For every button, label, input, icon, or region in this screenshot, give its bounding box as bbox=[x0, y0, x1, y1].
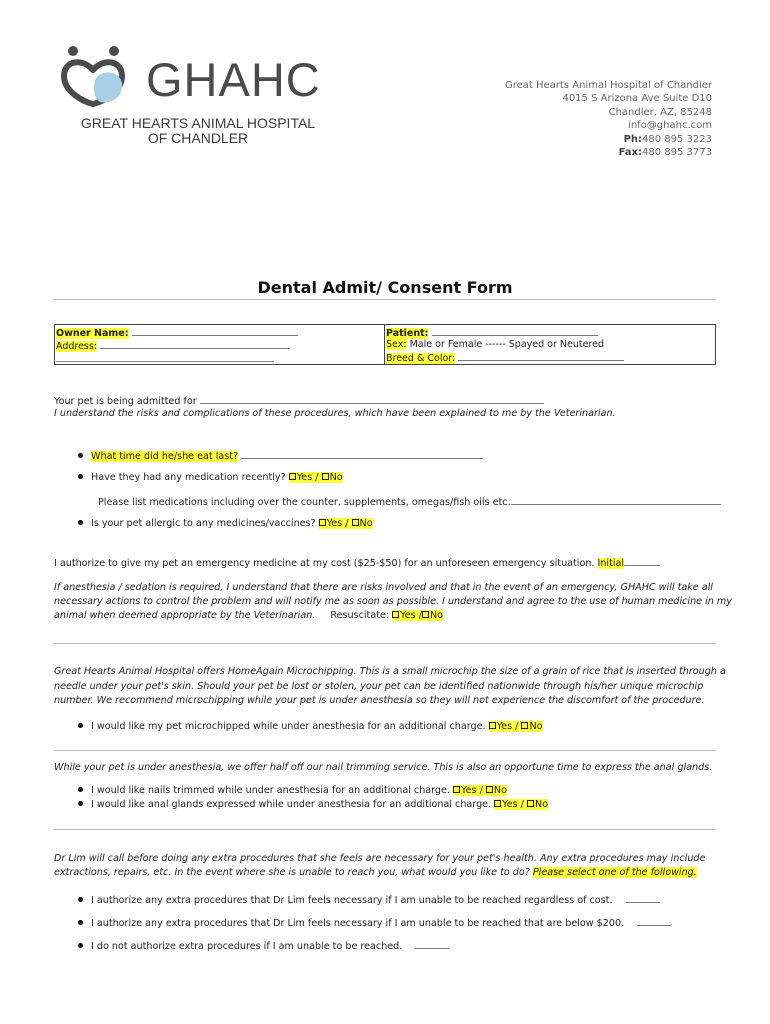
medication-yes-checkbox[interactable] bbox=[289, 473, 296, 480]
medication-list-row: Please list medications including over the counter, supplements, omegas/fish oils etc. bbox=[98, 495, 721, 508]
resuscitate-yes-checkbox[interactable] bbox=[392, 611, 399, 618]
admitted-for-row: Your pet is being admitted for bbox=[54, 394, 544, 407]
microchip-line-2: needle under your pet's skin. Should your pet be lost or stolen, your pet can be identified nationwide through his/her unique microchip bbox=[54, 681, 704, 692]
patient-row: Patient: bbox=[386, 326, 598, 339]
section-divider-1 bbox=[54, 643, 716, 644]
allergy-question-row: Is your pet allergic to any medicines/vaccines? Yes / No bbox=[78, 518, 373, 529]
extra-option-3-initial[interactable] bbox=[415, 939, 449, 949]
gland-no-checkbox[interactable] bbox=[527, 800, 534, 807]
admitted-for-field[interactable] bbox=[200, 394, 544, 404]
eat-question-row: What time did he/she eat last? bbox=[78, 449, 483, 462]
bullet-icon bbox=[78, 520, 83, 525]
microchip-line-1: Great Hearts Animal Hospital offers HomeAgain Microchipping. This is a small microchip the size of a grain of rice that is inserted through a bbox=[54, 666, 726, 677]
microchip-yes-checkbox[interactable] bbox=[489, 722, 496, 729]
emergency-row: I authorize to give my pet an emergency medicine at my cost ($25-$50) for an unforeseen emergency situation. Initial bbox=[54, 556, 660, 569]
nail-no-checkbox[interactable] bbox=[486, 786, 493, 793]
medication-question-row: Have they had any medication recently? Yes / No bbox=[78, 472, 343, 483]
patient-field[interactable] bbox=[432, 326, 598, 336]
nail-option-row: I would like nails trimmed while under anesthesia for an additional charge. Yes / No bbox=[78, 785, 507, 796]
form-title: Dental Admit/ Consent Form bbox=[257, 278, 513, 297]
initial-label: Initial bbox=[597, 558, 625, 569]
hospital-city: Chandler, AZ, 85248 bbox=[608, 106, 712, 118]
logo-heart-gray bbox=[64, 62, 93, 104]
risks-statement: I understand the risks and complications of these procedures, which have been explained to me by the Veterinarian. bbox=[54, 408, 616, 419]
allergy-no-checkbox[interactable] bbox=[352, 519, 359, 526]
address-field[interactable] bbox=[100, 339, 290, 349]
hospital-email: info@ghahc.com bbox=[628, 120, 712, 132]
extra-line-1: Dr Lim will call before doing any extra procedures that she feels are necessary for your pet's health. Any extra procedures may include bbox=[54, 853, 706, 864]
owner-name-field[interactable] bbox=[132, 326, 298, 336]
allergy-yes-checkbox[interactable] bbox=[319, 519, 326, 526]
box-divider bbox=[384, 324, 385, 365]
bullet-icon bbox=[78, 474, 83, 479]
hospital-name: Great Hearts Animal Hospital of Chandler bbox=[505, 80, 712, 91]
nail-yes-checkbox[interactable] bbox=[453, 786, 460, 793]
eat-time-field[interactable] bbox=[241, 449, 483, 459]
extra-option-2-row: I authorize any extra procedures that Dr Lim feels necessary if I am unable to be reached that are below $200. bbox=[78, 916, 671, 929]
logo-dot-right bbox=[109, 46, 119, 56]
extra-option-2-initial[interactable] bbox=[637, 916, 671, 926]
logo-dot-left bbox=[68, 46, 78, 56]
extra-option-1-initial[interactable] bbox=[626, 893, 660, 903]
hospital-street: 4015 S Arizona Ave Suite D10 bbox=[562, 93, 712, 105]
owner-name-row: Owner Name: bbox=[56, 326, 298, 339]
microchip-no-checkbox[interactable] bbox=[521, 722, 528, 729]
medication-list-field[interactable] bbox=[511, 495, 721, 505]
bullet-icon bbox=[78, 453, 83, 458]
contact-block bbox=[505, 79, 712, 159]
bullet-icon bbox=[78, 943, 83, 948]
nail-intro: While your pet is under anesthesia, we offer half off our nail trimming service. This is also an opportune time to express the anal glands. bbox=[54, 762, 713, 773]
emergency-initial-field[interactable] bbox=[624, 556, 660, 566]
hospital-phone: Ph:480 895 3223 bbox=[623, 133, 712, 145]
logo-subtitle: GREAT HEARTS ANIMAL HOSPITAL OF CHANDLER bbox=[80, 115, 316, 146]
hospital-fax: Fax:480 895 3773 bbox=[618, 147, 712, 159]
bullet-icon bbox=[78, 801, 83, 806]
sex-row: Sex: Male or Female ------ Spayed or Neutered bbox=[386, 339, 605, 350]
section-divider-2 bbox=[54, 750, 716, 751]
title-divider bbox=[54, 299, 716, 300]
microchip-line-3: number. We recommend microchipping while your pet is under anesthesia so they will not experience the discomfort of the procedure. bbox=[54, 695, 705, 706]
anesthesia-line-1: If anesthesia / sedation is required, I understand that there are risks involved and that in the event of an emergency, GHAHC will take all bbox=[54, 582, 713, 593]
address-field-line2[interactable] bbox=[56, 361, 274, 362]
gland-option-row: I would like anal glands expressed while under anesthesia for an additional charge. Yes / No bbox=[78, 799, 548, 810]
address-row: Address: bbox=[56, 339, 290, 352]
logo-heart-blue bbox=[94, 73, 122, 103]
extra-option-1-row: I authorize any extra procedures that Dr Lim feels necessary if I am unable to be reached regardless of cost. bbox=[78, 893, 660, 906]
bullet-icon bbox=[78, 897, 83, 902]
logo-text: GHAHC bbox=[146, 53, 321, 106]
extra-option-3-row: I do not authorize extra procedures if I am unable to be reached. bbox=[78, 939, 449, 952]
breed-field[interactable] bbox=[458, 351, 624, 361]
microchip-option-row: I would like my pet microchipped while under anesthesia for an additional charge. Yes / No bbox=[78, 721, 543, 732]
bullet-icon bbox=[78, 787, 83, 792]
extra-line-2: extractions, repairs, etc. In the event where she is unable to reach you, what would you like to do? Please select one of the following. bbox=[54, 867, 697, 878]
bullet-icon bbox=[78, 723, 83, 728]
anesthesia-line-2: necessary actions to control the problem and will notify me as soon as possible. I understand and agree to the use of human medicine in my bbox=[54, 596, 732, 607]
resuscitate-no-checkbox[interactable] bbox=[422, 611, 429, 618]
medication-no-checkbox[interactable] bbox=[322, 473, 329, 480]
bullet-icon bbox=[78, 920, 83, 925]
anesthesia-line-3: animal when deemed appropriate by the Veterinarian. Resuscitate: Yes / No bbox=[54, 610, 443, 621]
gland-yes-checkbox[interactable] bbox=[494, 800, 501, 807]
section-divider-3 bbox=[54, 829, 716, 830]
breed-row: Breed & Color: bbox=[386, 351, 624, 364]
